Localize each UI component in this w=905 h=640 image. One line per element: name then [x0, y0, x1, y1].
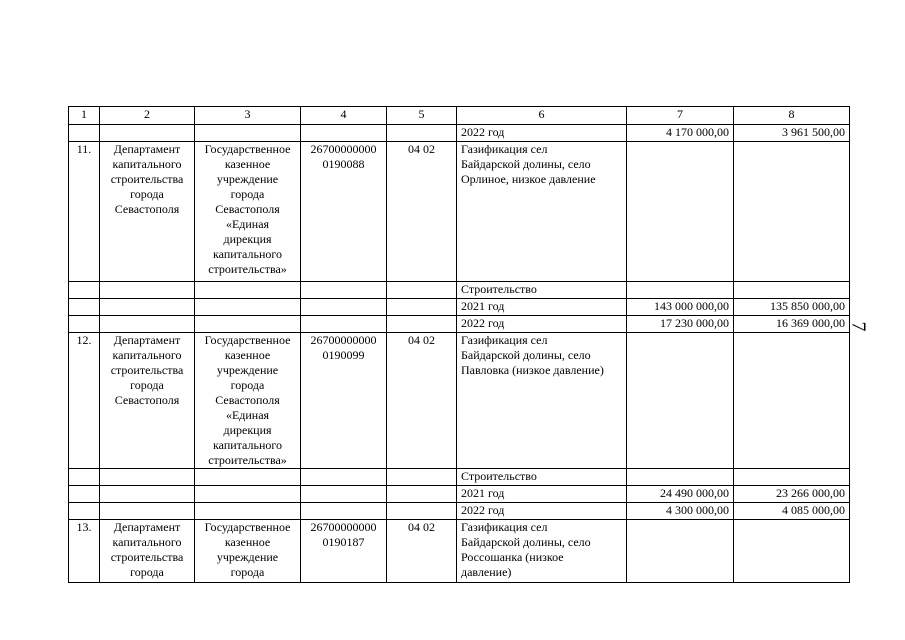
section-cell — [387, 503, 457, 520]
amount-cell: 24 490 000,00 — [627, 486, 734, 503]
amount-cell: 4 170 000,00 — [627, 125, 734, 142]
object-cell: Газификация сел Байдарской долины, село Павловка (низкое давление) — [457, 333, 627, 469]
object-cell: 2021 год — [457, 486, 627, 503]
code-cell — [301, 469, 387, 486]
amount-cell — [734, 520, 850, 583]
code-cell — [301, 503, 387, 520]
amount-cell: 135 850 000,00 — [734, 299, 850, 316]
header-cell: 8 — [734, 107, 850, 125]
executor-cell — [195, 503, 301, 520]
row-number-cell — [69, 282, 100, 299]
amount-cell: 3 961 500,00 — [734, 125, 850, 142]
object-cell: 2022 год — [457, 125, 627, 142]
section-cell — [387, 316, 457, 333]
customer-cell: Департамент капитального строительства города — [100, 520, 195, 583]
table-subrow — [69, 486, 850, 503]
customer-cell: Департамент капитального строительства города Севастополя — [100, 333, 195, 469]
amount-cell — [627, 333, 734, 469]
section-cell — [387, 469, 457, 486]
customer-cell — [100, 486, 195, 503]
amount-cell — [734, 282, 850, 299]
code-cell — [301, 316, 387, 333]
executor-cell — [195, 282, 301, 299]
table-row — [69, 520, 850, 583]
customer-cell — [100, 282, 195, 299]
executor-cell: Государственное казенное учреждение города — [195, 520, 301, 583]
header-cell: 3 — [195, 107, 301, 125]
amount-cell — [627, 142, 734, 282]
customer-cell — [100, 503, 195, 520]
section-cell — [387, 282, 457, 299]
table-row — [69, 333, 850, 469]
object-cell: Строительство — [457, 282, 627, 299]
amount-cell: 143 000 000,00 — [627, 299, 734, 316]
section-cell — [387, 125, 457, 142]
row-number-cell — [69, 469, 100, 486]
section-cell — [387, 486, 457, 503]
row-number-cell — [69, 486, 100, 503]
section-cell — [387, 299, 457, 316]
table-body — [69, 107, 850, 583]
header-cell: 6 — [457, 107, 627, 125]
code-cell — [301, 299, 387, 316]
row-number-cell — [69, 299, 100, 316]
header-cell: 2 — [100, 107, 195, 125]
object-cell: Газификация сел Байдарской долины, село Орлиное, низкое давление — [457, 142, 627, 282]
table-subrow — [69, 282, 850, 299]
table-subrow — [69, 299, 850, 316]
code-cell: 26700000000 0190088 — [301, 142, 387, 282]
table-subrow — [69, 469, 850, 486]
amount-cell — [627, 520, 734, 583]
table-row — [69, 142, 850, 282]
section-cell: 04 02 — [387, 333, 457, 469]
customer-cell: Департамент капитального строительства города Севастополя — [100, 142, 195, 282]
executor-cell: Государственное казенное учреждение города Севастополя «Единая дирекция капитального строительства» — [195, 333, 301, 469]
code-cell — [301, 282, 387, 299]
row-number-cell: 12. — [69, 333, 100, 469]
executor-cell: Государственное казенное учреждение города Севастополя «Единая дирекция капитального строительства» — [195, 142, 301, 282]
header-cell: 1 — [69, 107, 100, 125]
table-subrow — [69, 503, 850, 520]
executor-cell — [195, 125, 301, 142]
customer-cell — [100, 469, 195, 486]
amount-cell: 16 369 000,00 — [734, 316, 850, 333]
object-cell: 2022 год — [457, 503, 627, 520]
row-number-cell: 11. — [69, 142, 100, 282]
amount-cell: 4 085 000,00 — [734, 503, 850, 520]
header-cell: 5 — [387, 107, 457, 125]
customer-cell — [100, 316, 195, 333]
amount-cell — [734, 333, 850, 469]
amount-cell — [627, 282, 734, 299]
header-cell: 7 — [627, 107, 734, 125]
object-cell: Газификация сел Байдарской долины, село Россошанка (низкое давление) — [457, 520, 627, 583]
code-cell: 26700000000 0190187 — [301, 520, 387, 583]
header-cell: 4 — [301, 107, 387, 125]
code-cell — [301, 486, 387, 503]
amount-cell — [734, 142, 850, 282]
amount-cell — [627, 469, 734, 486]
section-cell: 04 02 — [387, 520, 457, 583]
object-cell: 2021 год — [457, 299, 627, 316]
executor-cell — [195, 469, 301, 486]
row-number-cell — [69, 125, 100, 142]
row-number-cell — [69, 503, 100, 520]
header-row — [69, 107, 850, 125]
row-number-cell — [69, 316, 100, 333]
object-cell: Строительство — [457, 469, 627, 486]
customer-cell — [100, 299, 195, 316]
executor-cell — [195, 316, 301, 333]
table-subrow — [69, 316, 850, 333]
page-number: 7 — [847, 321, 870, 332]
amount-cell — [734, 469, 850, 486]
amount-cell: 23 266 000,00 — [734, 486, 850, 503]
executor-cell — [195, 486, 301, 503]
section-cell: 04 02 — [387, 142, 457, 282]
amount-cell: 17 230 000,00 — [627, 316, 734, 333]
table-subrow — [69, 125, 850, 142]
amount-cell: 4 300 000,00 — [627, 503, 734, 520]
document-table — [68, 106, 850, 583]
row-number-cell: 13. — [69, 520, 100, 583]
object-cell: 2022 год — [457, 316, 627, 333]
executor-cell — [195, 299, 301, 316]
code-cell — [301, 125, 387, 142]
customer-cell — [100, 125, 195, 142]
code-cell: 26700000000 0190099 — [301, 333, 387, 469]
